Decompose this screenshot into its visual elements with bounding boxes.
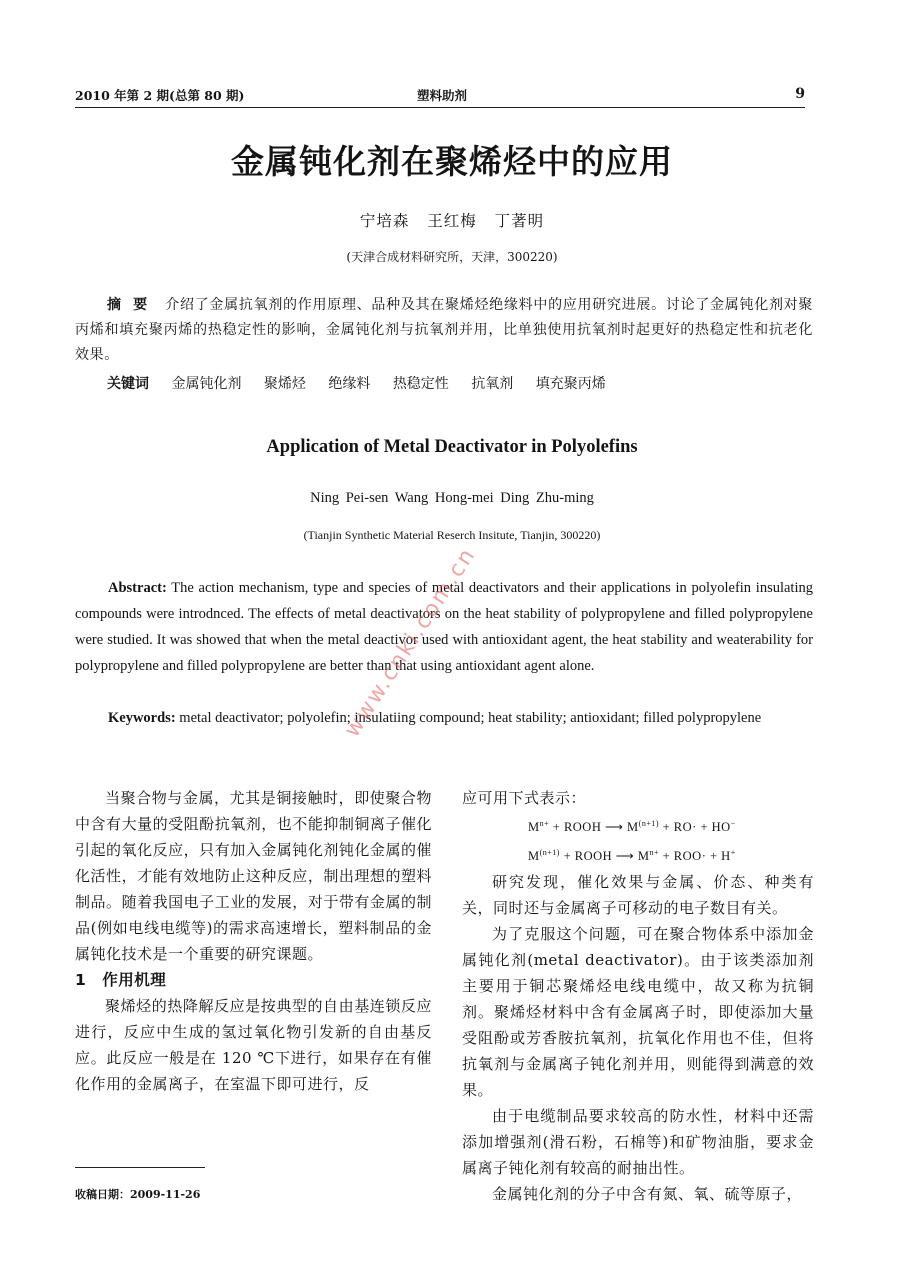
- keyword-cn: 绝缘料: [328, 376, 371, 392]
- keywords-en-text: metal deactivator; polyolefin; insulatiing compound; heat stability; antioxidant; filled polypropylene: [179, 710, 762, 726]
- authors-cn: 宁培森 王红梅 丁著明: [359, 212, 545, 230]
- issue-info: 2010 年第 2 期(总第 80 期): [75, 88, 245, 103]
- abstract-en-text: The action mechanism, type and species of metal deactivators and their applications in polyolefin insulating compounds were introdnced. The effects of metal deactivators on the heat stability of polypropylene and filled polypropylene were studied. It was showed that when the metal deactivor used with antioxidant agent, the heat stability and weaterability for polypropylene and filled polypropylene are better than that using antioxidant agent alone.: [75, 580, 813, 674]
- keywords-en: [75, 705, 813, 731]
- body-paragraph: 当聚合物与金属，尤其是铜接触时，即使聚合物中含有大量的受阻酚抗氧剂，也不能抑制铜离子催化引起的氧化反应，只有加入金属钝化剂钝化金属的催化活性，才能有效地防止这种反应，制出理想的塑料制品。随着我国电子工业的发展，对于带有金属的制品(例如电线电缆等)的需求高速增长，塑料制品的金属钝化技术是一个重要的研究课题。: [75, 789, 432, 963]
- body-paragraph: 聚烯烃的热降解反应是按典型的自由基连锁反应进行，反应中生成的氢过氧化物引发新的自由基反应。此反应一般是在 120 ℃下进行，如果存在有催化作用的金属离子，在室温下即可进行，反: [75, 997, 432, 1093]
- equation-2: $M^{(n+1)}$ + ROOH ⟶ $M^{n+} + ROO\cdot + H^+$: [528, 848, 736, 864]
- keywords-cn-label: 关键词: [107, 376, 149, 392]
- paper-title-cn: 金属钝化剂在聚烯烃中的应用: [231, 142, 673, 181]
- keywords-en-label: Keywords:: [108, 710, 176, 726]
- section-heading: [75, 967, 432, 993]
- keywords-cn: [107, 373, 807, 393]
- abstract-cn: [75, 293, 813, 368]
- running-header: [75, 86, 805, 106]
- keyword-cn: 聚烯烃: [263, 376, 306, 392]
- affiliation-en: (Tianjin Synthetic Material Reserch Insitute, Tianjin, 300220): [303, 528, 601, 542]
- abstract-en-label: Abstract:: [108, 580, 167, 596]
- body-paragraph: 由于电缆制品要求较高的防水性，材料中还需添加增强剂(滑石粉，石棉等)和矿物油脂，要求金属离子钝化剂有较高的耐抽出性。: [462, 1107, 814, 1178]
- authors-en: Ning Pei-sen Wang Hong-mei Ding Zhu-ming: [310, 490, 594, 506]
- header-divider: [75, 107, 805, 108]
- watermark: www.cnki.com.cn: [339, 543, 482, 742]
- keyword-cn: 抗氧剂: [471, 376, 514, 392]
- body-paragraph: 应可用下式表示：: [462, 789, 587, 807]
- abstract-cn-label: 摘要: [107, 297, 160, 313]
- page-number: 9: [795, 86, 805, 102]
- section-number: 1: [75, 971, 87, 989]
- received-date: 收稿日期：2009-11-26: [75, 1188, 201, 1201]
- body-paragraph: 为了克服这个问题，可在聚合物体系中添加金属钝化剂(metal deactivator)。由于该类添加剂主要用于铜芯聚烯烃电线电缆中，故又称为抗铜剂。聚烯烃材料中含有金属离子时，即使添加大量受阻酚或芳香胺抗氧剂，抗氧化作用也不佳，但将抗氧剂与金属离子钝化剂并用，则能得到满意的效果。: [462, 925, 814, 1100]
- body-paragraph: 研究发现，催化效果与金属、价态、种类有关，同时还与金属离子可移动的电子数目有关。: [462, 873, 814, 918]
- affiliation-cn: (天津合成材料研究所，天津，300220): [346, 250, 558, 264]
- section-title: 作用机理: [102, 971, 167, 989]
- paper-title-en: Application of Metal Deactivator in Polyolefins: [266, 437, 638, 457]
- footnote-divider: [75, 1167, 205, 1168]
- body-right-column: [462, 785, 814, 1207]
- body-paragraph: 金属钝化剂的分子中含有氮、氧、硫等原子，: [492, 1185, 803, 1204]
- journal-name: 塑料助剂: [417, 88, 468, 103]
- keyword-cn: 填充聚丙烯: [535, 376, 606, 392]
- keyword-cn: 金属钝化剂: [171, 376, 242, 392]
- abstract-cn-text: 介绍了金属抗氧剂的作用原理、品种及其在聚烯烃绝缘料中的应用研究进展。讨论了金属钝化剂对聚丙烯和填充聚丙烯的热稳定性的影响，金属钝化剂与抗氧剂并用，比单独使用抗氧剂时起更好的热稳定性和抗老化效果。: [75, 297, 813, 363]
- equation-1: $M^{n+}$ + ROOH ⟶ $M^{(n+1)} + RO\cdot + HO^-$: [528, 819, 736, 835]
- body-left-column: [75, 785, 432, 1097]
- keyword-cn: 热稳定性: [392, 376, 449, 392]
